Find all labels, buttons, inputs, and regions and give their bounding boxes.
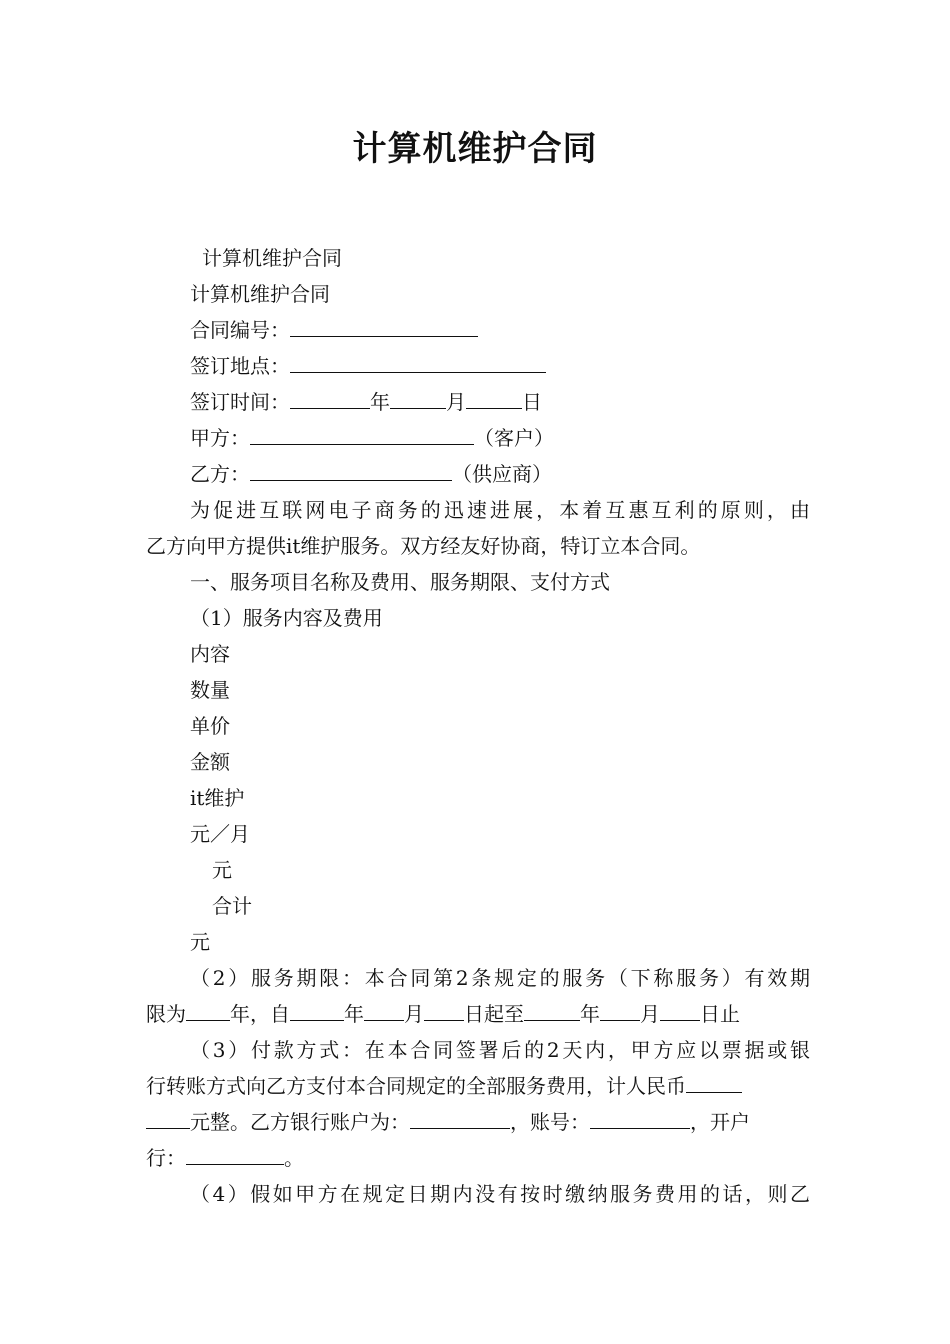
table-cell: 元／月 <box>190 822 250 846</box>
table-cell: 金额 <box>190 750 230 774</box>
intro-paragraph-line-2: 乙方向甲方提供it维护服务。双方经友好协商，特订立本合同。 <box>146 534 701 558</box>
sign-place-blank <box>290 350 546 373</box>
item-2-line-2 <box>146 996 810 1032</box>
start-month-blank <box>364 998 404 1021</box>
term-years-blank <box>186 998 230 1021</box>
item-3-text: ，账号： <box>510 1110 590 1134</box>
item-3-line-2 <box>146 1068 810 1104</box>
section-1-heading: 一、服务项目名称及费用、服务期限、支付方式 <box>190 570 610 594</box>
item-4-line-1: （4）假如甲方在规定日期内没有按时缴纳服务费用的话，则乙 <box>190 1182 810 1206</box>
contract-number-blank <box>290 314 478 337</box>
rmb-amount-blank-cont <box>146 1106 190 1129</box>
document-title: 计算机维护合同 <box>352 129 598 169</box>
sign-day-blank <box>466 386 522 409</box>
item-3-line-4 <box>146 1140 810 1176</box>
bank-branch-blank <box>186 1142 284 1165</box>
item-3-text: 行： <box>146 1146 186 1170</box>
intro-paragraph-line-1: 为促进互联网电子商务的迅速进展，本着互惠互利的原则，由 <box>190 498 810 522</box>
contract-number-label: 合同编号： <box>190 318 290 342</box>
item-3-text: 元整。乙方银行账户为： <box>190 1110 410 1134</box>
sign-year-blank <box>290 386 370 409</box>
bank-account-blank <box>410 1106 510 1129</box>
table-cell: 单价 <box>190 714 230 738</box>
item-2-text: 月 <box>404 1002 424 1026</box>
table-cell: 内容 <box>190 642 230 666</box>
month-text: 月 <box>446 390 466 414</box>
table-cell-total: 合计 <box>212 894 252 918</box>
year-text: 年 <box>370 390 390 414</box>
item-2-text: 日起至 <box>464 1002 524 1026</box>
sign-time-line <box>146 384 810 420</box>
item-2-text: 日止 <box>700 1002 740 1026</box>
table-cell: it维护 <box>190 786 245 810</box>
item-2-text: 年 <box>580 1002 600 1026</box>
subtitle-line-2: 计算机维护合同 <box>190 282 330 306</box>
party-b-line <box>146 456 810 492</box>
item-3-line-3 <box>146 1104 810 1140</box>
item-2-text: 限为 <box>146 1002 186 1026</box>
end-month-blank <box>600 998 640 1021</box>
sign-month-blank <box>390 386 446 409</box>
item-2-text: 月 <box>640 1002 660 1026</box>
account-number-blank <box>590 1106 690 1129</box>
start-day-blank <box>424 998 464 1021</box>
item-2-text: 年 <box>344 1002 364 1026</box>
subtitle-line-1: 计算机维护合同 <box>202 246 342 270</box>
table-cell: 数量 <box>190 678 230 702</box>
contract-number-line <box>146 312 810 348</box>
item-3-line-1: （3）付款方式：在本合同签署后的2天内，甲方应以票据或银 <box>190 1038 810 1062</box>
party-b-note: （供应商） <box>452 462 552 486</box>
table-cell-yuan: 元 <box>212 858 232 882</box>
item-2-text: 年，自 <box>230 1002 290 1026</box>
table-cell-yuan-total: 元 <box>190 930 210 954</box>
item-3-text: 行转账方式向乙方支付本合同规定的全部服务费用，计人民币 <box>146 1074 686 1098</box>
item-3-text: 。 <box>284 1146 304 1170</box>
party-a-blank <box>250 422 474 445</box>
party-a-label: 甲方： <box>190 426 250 450</box>
sign-place-line <box>146 348 810 384</box>
party-b-label: 乙方： <box>190 462 250 486</box>
sign-place-label: 签订地点： <box>190 354 290 378</box>
document-body <box>146 240 810 1212</box>
end-year-blank <box>524 998 580 1021</box>
party-b-blank <box>250 458 452 481</box>
start-year-blank <box>290 998 344 1021</box>
item-3-text: ，开户 <box>690 1110 750 1134</box>
end-day-blank <box>660 998 700 1021</box>
day-text: 日 <box>522 390 542 414</box>
item-2-line-1: （2）服务期限：本合同第2条规定的服务（下称服务）有效期 <box>190 966 810 990</box>
party-a-line <box>146 420 810 456</box>
party-a-note: （客户） <box>474 426 554 450</box>
item-1-heading: （1）服务内容及费用 <box>190 606 383 630</box>
sign-time-label: 签订时间： <box>190 390 290 414</box>
rmb-amount-blank <box>686 1070 742 1093</box>
